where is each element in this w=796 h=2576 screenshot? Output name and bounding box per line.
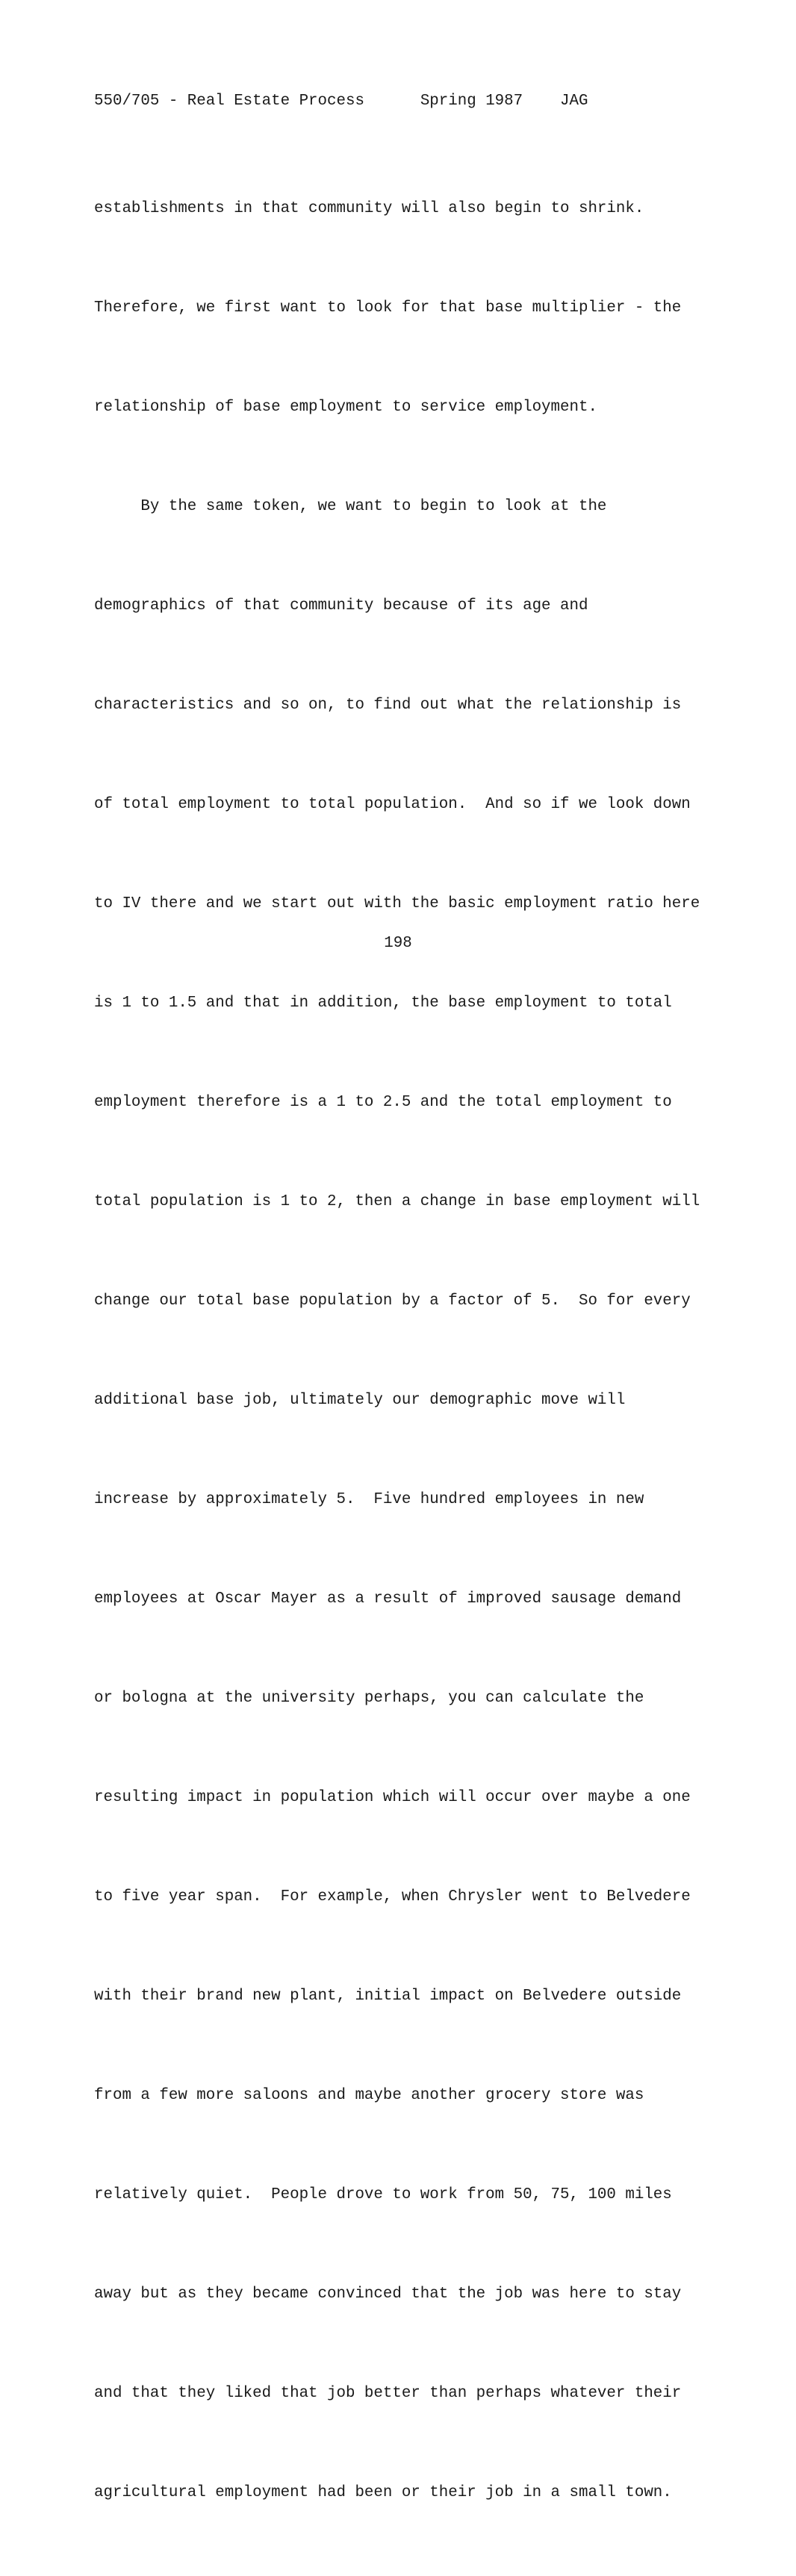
text-line: By the same token, we want to begin to look at the xyxy=(94,497,607,515)
author-initials: JAG xyxy=(560,93,588,110)
text-line: from a few more saloons and maybe another grocery store was xyxy=(94,2087,644,2105)
text-line: increase by approximately 5. Five hundred employees in new xyxy=(94,1491,644,1509)
text-line: Therefore, we first want to look for that base multiplier - the xyxy=(94,299,682,317)
term-label: Spring 1987 xyxy=(420,93,523,110)
text-line: additional base job, ultimately our demographic move will xyxy=(94,1392,626,1410)
text-line: demographics of that community because of its age and xyxy=(94,597,588,615)
text-line: of total employment to total population. And so if we look down xyxy=(94,795,691,813)
text-line: total population is 1 to 2, then a change in base employment will xyxy=(94,1193,700,1210)
text-line: or bologna at the university perhaps, you can calculate the xyxy=(94,1690,644,1708)
page-number: 198 xyxy=(384,935,412,952)
text-line: change our total base population by a factor of 5. So for every xyxy=(94,1292,691,1310)
text-line: resulting impact in population which will occur over maybe a one xyxy=(94,1789,691,1807)
text-line: relationship of base employment to service employment. xyxy=(94,398,597,416)
body-text xyxy=(94,126,700,2576)
text-line: establishments in that community will also begin to shrink. xyxy=(94,199,644,217)
text-line: to IV there and we start out with the basic employment ratio here xyxy=(94,895,700,912)
course-title: 550/705 - Real Estate Process xyxy=(94,93,364,110)
header-gap xyxy=(523,93,560,110)
text-line: away but as they became convinced that the job was here to stay xyxy=(94,2286,682,2303)
text-line: relatively quiet. People drove to work from 50, 75, 100 miles xyxy=(94,2186,672,2204)
text-line: and that they liked that job better than perhaps whatever their xyxy=(94,2385,682,2403)
text-line: characteristics and so on, to find out what the relationship is xyxy=(94,696,682,714)
running-header xyxy=(94,93,588,111)
text-line: to five year span. For example, when Chrysler went to Belvedere xyxy=(94,1888,691,1906)
text-line: employees at Oscar Mayer as a result of improved sausage demand xyxy=(94,1590,682,1608)
text-line: is 1 to 1.5 and that in addition, the base employment to total xyxy=(94,994,672,1012)
text-line: employment therefore is a 1 to 2.5 and the total employment to xyxy=(94,1093,672,1111)
header-gap xyxy=(364,93,420,110)
text-line: agricultural employment had been or their job in a small town. xyxy=(94,2484,672,2502)
text-line: with their brand new plant, initial impact on Belvedere outside xyxy=(94,1988,682,2006)
